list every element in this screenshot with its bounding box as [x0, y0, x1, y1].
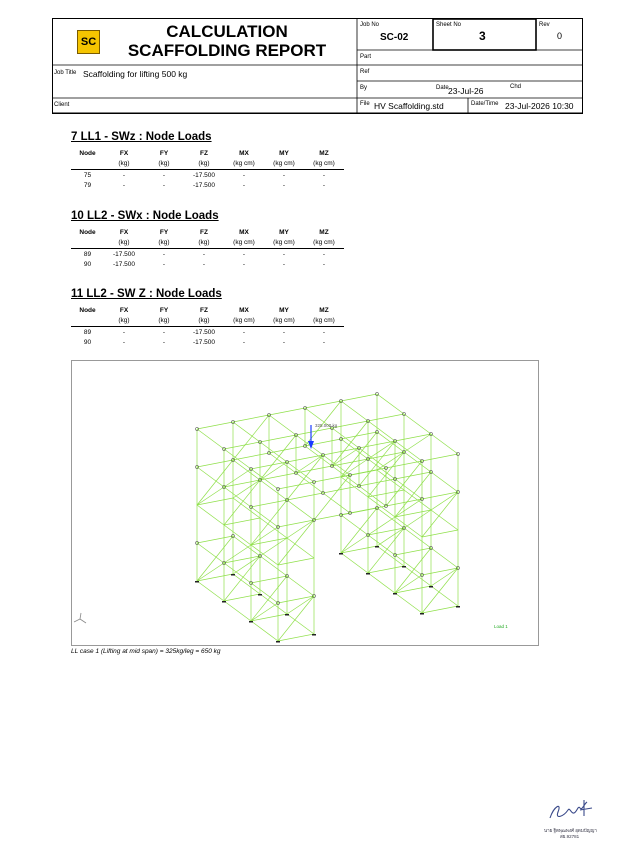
- scaffold-member: [377, 470, 404, 490]
- scaffold-member: [224, 480, 260, 525]
- unit-cell: (kg cm): [304, 315, 344, 327]
- scaffold-member: [431, 434, 458, 454]
- scaffold-member: [251, 507, 278, 527]
- sheet-no-label: Sheet No: [436, 22, 462, 28]
- scaffold-member: [305, 401, 341, 408]
- base-plate: [366, 573, 370, 575]
- scaffold-member: [197, 581, 224, 601]
- scaffold-member: [260, 480, 287, 500]
- cell: -: [282, 171, 286, 179]
- scaffold-member: [233, 498, 260, 518]
- load-tag: 325.000 kg: [315, 423, 338, 428]
- cell: -: [282, 250, 286, 258]
- scaffold-member: [287, 538, 314, 558]
- rev-label: Rev: [539, 22, 550, 28]
- unit-cell: [71, 237, 104, 249]
- scaffold-member: [224, 601, 251, 621]
- column-header: Node: [79, 306, 96, 314]
- unit-cell: (kg cm): [264, 315, 304, 327]
- cell: -: [242, 182, 246, 190]
- table-row: [71, 338, 344, 349]
- unit-cell: (kg cm): [304, 237, 344, 249]
- scaffold-member: [269, 446, 305, 453]
- table-row: [71, 181, 344, 192]
- file-label: File: [360, 101, 370, 107]
- unit-cell: (kg cm): [264, 158, 304, 170]
- scaffold-member: [197, 543, 224, 563]
- scaffold-member: [251, 621, 278, 641]
- cell: -: [122, 328, 126, 336]
- scaffold-member: [404, 490, 431, 510]
- scaffold-member: [197, 460, 233, 505]
- scaffold-member: [368, 528, 404, 573]
- scaffold-member: [377, 394, 404, 414]
- scaffold-member: [224, 563, 251, 583]
- base-plate: [339, 553, 343, 555]
- cell: -: [122, 182, 126, 190]
- scaffold-member: [233, 422, 260, 442]
- scaffold-member: [431, 472, 458, 492]
- engineer-name: นาย ฐิตพุฒพงศ์ อุดมปัญญา: [544, 828, 597, 833]
- cell: -: [242, 339, 246, 347]
- scaffold-member: [323, 493, 350, 513]
- base-plate: [456, 606, 460, 608]
- column-header: MX: [239, 149, 249, 157]
- table-header-row: [71, 148, 344, 158]
- cell: -: [322, 171, 326, 179]
- scaffold-member: [224, 487, 251, 507]
- base-plate: [285, 614, 289, 616]
- date-value: 23-Jul-26: [448, 86, 484, 96]
- cell: -: [162, 171, 166, 179]
- cell: -17.500: [192, 328, 216, 336]
- cell: -: [122, 339, 126, 347]
- units-row: [71, 158, 344, 170]
- scaffold-member: [377, 432, 404, 452]
- column-header: MZ: [319, 149, 329, 157]
- scaffold-member: [269, 408, 305, 415]
- unit-cell: (kg): [144, 315, 184, 327]
- base-plate: [222, 601, 226, 603]
- scaffold-wireframe: [72, 361, 538, 645]
- column-header: FX: [119, 228, 129, 236]
- cell: -: [322, 182, 326, 190]
- column-header: FZ: [200, 306, 208, 314]
- cell: -: [322, 261, 326, 269]
- cell: -: [242, 250, 246, 258]
- scaffold-member: [260, 594, 287, 614]
- scaffold-member: [224, 556, 260, 601]
- cell: -: [162, 250, 166, 258]
- column-header: Node: [79, 228, 96, 236]
- cell: -17.500: [112, 261, 136, 269]
- scaffold-member: [422, 530, 458, 537]
- section-title: 7 LL1 - SWz : Node Loads: [71, 131, 212, 143]
- cell: -17.500: [192, 182, 216, 190]
- table-row: [71, 327, 344, 338]
- cell: -: [282, 261, 286, 269]
- job-title-value: Scaffolding for lifting 500 kg: [83, 69, 188, 79]
- scaffold-member: [224, 442, 260, 449]
- column-header: MZ: [319, 306, 329, 314]
- rev-value: 0: [557, 31, 563, 41]
- table-header-row: [71, 305, 344, 315]
- scaffold-member: [278, 482, 314, 489]
- scaffold-member: [197, 505, 224, 525]
- scaffold-member: [197, 422, 233, 429]
- scaffold-member: [422, 568, 458, 613]
- cell: -: [202, 261, 206, 269]
- scaffold-member: [395, 472, 431, 517]
- engineer-license: สย.92781: [560, 834, 580, 839]
- scaffold-member: [341, 553, 368, 573]
- cell: 79: [83, 182, 92, 190]
- cell: -: [202, 250, 206, 258]
- section-title: 10 LL2 - SWx : Node Loads: [71, 210, 219, 222]
- scaffold-member: [395, 548, 431, 555]
- job-no-label: Job No: [360, 22, 380, 28]
- cell: -: [282, 339, 286, 347]
- cell: -: [282, 182, 286, 190]
- base-plate: [231, 574, 235, 576]
- chd-label: Chd: [510, 84, 522, 90]
- scaffold-member: [341, 508, 377, 515]
- scaffold-member: [278, 520, 314, 565]
- axis-triad-icon: [74, 613, 86, 623]
- part-label: Part: [360, 54, 372, 60]
- scaffold-member: [296, 473, 323, 493]
- cell: 75: [83, 171, 92, 179]
- scaffold-member: [278, 558, 314, 565]
- scaffold-member: [395, 548, 431, 593]
- column-header: FZ: [200, 228, 208, 236]
- report-header: [52, 18, 583, 114]
- scaffold-member: [395, 479, 422, 499]
- scaffold-member: [233, 460, 260, 480]
- unit-cell: (kg): [144, 158, 184, 170]
- scaffold-member: [422, 454, 458, 461]
- scaffold-member: [251, 500, 287, 507]
- base-plate: [393, 593, 397, 595]
- scaffold-member: [197, 429, 224, 449]
- table-row: [71, 249, 344, 260]
- table-row: [71, 170, 344, 181]
- scaffold-member: [251, 583, 278, 603]
- load-case-label: Load 1: [494, 624, 508, 629]
- scaffold-member: [332, 421, 368, 428]
- datetime-value: 23-Jul-2026 10:30: [505, 101, 574, 111]
- base-plate: [402, 566, 406, 568]
- table-header-row: [71, 227, 344, 237]
- base-plate: [258, 594, 262, 596]
- scaffold-member: [431, 586, 458, 606]
- unit-cell: (kg cm): [224, 315, 264, 327]
- scaffold-member: [341, 401, 368, 421]
- unit-cell: (kg): [104, 237, 144, 249]
- column-header: FZ: [200, 149, 208, 157]
- by-label: By: [360, 85, 368, 91]
- unit-cell: (kg): [184, 315, 224, 327]
- unit-cell: (kg): [144, 237, 184, 249]
- base-plate: [276, 641, 280, 643]
- scaffold-member: [368, 566, 404, 573]
- cell: -: [322, 328, 326, 336]
- base-plate: [429, 586, 433, 588]
- scaffold-member: [233, 415, 269, 460]
- cell: -17.500: [192, 339, 216, 347]
- node-loads-table: [71, 227, 344, 270]
- column-header: FX: [119, 306, 129, 314]
- scaffold-member: [368, 573, 395, 593]
- base-plate: [195, 581, 199, 583]
- scaffold-member: [287, 455, 323, 500]
- scaffold-member: [296, 428, 332, 435]
- scaffold-member: [422, 606, 458, 613]
- column-header: FY: [159, 149, 169, 157]
- column-header: MX: [239, 228, 249, 236]
- scaffold-members: [197, 394, 458, 641]
- scaffold-member: [269, 453, 296, 473]
- node-loads-table: [71, 305, 344, 348]
- unit-cell: (kg): [184, 158, 224, 170]
- cell: -17.500: [192, 171, 216, 179]
- scaffold-member: [422, 492, 458, 537]
- scaffold-member: [368, 535, 395, 555]
- unit-cell: (kg cm): [224, 158, 264, 170]
- scaffold-member: [197, 536, 233, 543]
- scaffold-member: [251, 576, 287, 621]
- scaffold-member: [341, 508, 377, 553]
- scaffold-member: [305, 446, 332, 466]
- cell: -: [162, 328, 166, 336]
- scaffold-member: [314, 475, 350, 520]
- cell: -: [122, 171, 126, 179]
- scaffold-member: [287, 576, 314, 596]
- client-label: Client: [54, 102, 70, 108]
- scaffold-member: [404, 414, 431, 434]
- scaffold-member: [224, 518, 260, 525]
- cell: -: [162, 261, 166, 269]
- unit-cell: (kg cm): [304, 158, 344, 170]
- scaffold-member: [197, 467, 224, 487]
- cell: 89: [83, 250, 92, 258]
- scaffold-member: [332, 421, 368, 466]
- scaffold-member: [287, 500, 314, 520]
- cell: -: [162, 182, 166, 190]
- scaffold-member: [233, 415, 269, 422]
- cell: -: [242, 261, 246, 269]
- signature-image: [540, 796, 600, 826]
- company-logo: SC: [77, 30, 100, 54]
- scaffold-member: [368, 414, 404, 421]
- ref-label: Ref: [360, 69, 370, 75]
- scaffold-member: [278, 634, 314, 641]
- scaffold-member: [377, 546, 404, 566]
- sheet-no-value: 3: [479, 29, 486, 43]
- scaffold-member: [260, 435, 296, 442]
- scaffold-member: [341, 432, 377, 439]
- scaffold-member: [278, 596, 314, 641]
- cell: 90: [83, 339, 92, 347]
- unit-cell: (kg cm): [224, 237, 264, 249]
- scaffold-member: [233, 453, 269, 460]
- scaffold-member: [431, 510, 458, 530]
- cell: -: [242, 171, 246, 179]
- scaffold-member: [251, 576, 287, 583]
- column-header: MY: [279, 228, 289, 236]
- scaffold-member: [431, 548, 458, 568]
- node-loads-table: [71, 148, 344, 191]
- column-header: Node: [79, 149, 96, 157]
- column-header: MZ: [319, 228, 329, 236]
- datetime-label: Date/Time: [471, 101, 499, 107]
- job-no-value: SC-02: [380, 32, 409, 43]
- scaffold-member: [233, 574, 260, 594]
- scaffold-member: [341, 394, 377, 401]
- base-plate: [375, 546, 379, 548]
- column-header: MY: [279, 149, 289, 157]
- column-header: FX: [119, 149, 129, 157]
- section-title: 11 LL2 - SW Z : Node Loads: [71, 288, 222, 300]
- cell: -: [162, 339, 166, 347]
- table-row: [71, 260, 344, 271]
- scaffold-member: [251, 500, 287, 545]
- column-header: FY: [159, 306, 169, 314]
- cell: -: [322, 339, 326, 347]
- unit-cell: [71, 158, 104, 170]
- scaffold-model-view: [71, 360, 539, 646]
- scaffold-member: [395, 593, 422, 613]
- report-title: [112, 22, 342, 60]
- scaffold-member: [341, 515, 368, 535]
- scaffold-member: [395, 472, 431, 479]
- column-header: MY: [279, 306, 289, 314]
- cell: -: [242, 328, 246, 336]
- unit-cell: (kg): [104, 315, 144, 327]
- cell: -17.500: [112, 250, 136, 258]
- title-line-1: CALCULATION: [166, 22, 288, 41]
- title-line-2: SCAFFOLDING REPORT: [127, 41, 327, 60]
- scaffold-member: [404, 452, 431, 472]
- column-header: FY: [159, 228, 169, 236]
- base-plate: [420, 613, 424, 615]
- cell: -: [282, 328, 286, 336]
- base-plate: [312, 634, 316, 636]
- units-row: [71, 315, 344, 327]
- scaffold-member: [260, 518, 287, 538]
- cell: 90: [83, 261, 92, 269]
- scaffold-member: [197, 536, 233, 581]
- unit-cell: (kg cm): [264, 237, 304, 249]
- scaffold-member: [224, 594, 260, 601]
- scaffold-member: [260, 435, 296, 480]
- scaffold-member: [197, 460, 233, 467]
- scaffold-member: [287, 614, 314, 634]
- scaffold-member: [287, 493, 323, 500]
- scaffold-member: [368, 459, 395, 479]
- column-header: MX: [239, 306, 249, 314]
- units-row: [71, 237, 344, 249]
- unit-cell: [71, 315, 104, 327]
- unit-cell: (kg): [104, 158, 144, 170]
- job-title-label: Job Title: [54, 70, 77, 76]
- file-value: HV Scaffolding.std: [374, 101, 444, 111]
- scaffold-member: [404, 566, 431, 586]
- scaffold-member: [395, 555, 422, 575]
- base-plate: [249, 621, 253, 623]
- unit-cell: (kg): [184, 237, 224, 249]
- scaffold-member: [269, 415, 296, 435]
- scaffold-member: [341, 439, 368, 459]
- date-label: Date: [436, 85, 449, 91]
- cell: -: [322, 250, 326, 258]
- load-case-caption: LL case 1 (Lifting at mid span) = 325kg/leg = 650 kg: [71, 648, 221, 655]
- cell: 89: [83, 328, 92, 336]
